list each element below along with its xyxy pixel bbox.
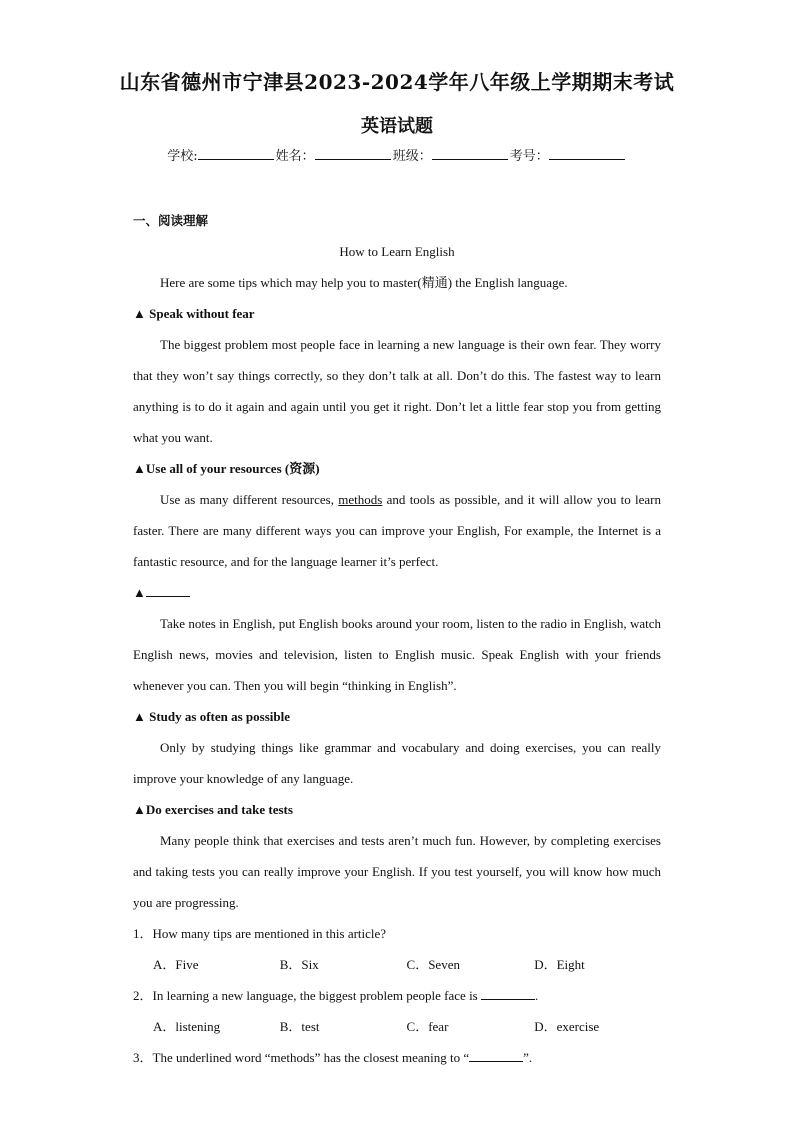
class-label: 班级： (392, 149, 432, 164)
question-3 (133, 1042, 661, 1073)
class-blank[interactable] (432, 147, 508, 160)
q2-stem: 2．In learning a new language, the biggest problem people face is (133, 988, 481, 1003)
tip-body-2-before: Use as many different resources, (160, 492, 339, 507)
triangle-marker: ▲ (133, 585, 146, 600)
exam-number-label: 考号： (509, 149, 549, 164)
q1-option-c[interactable]: C．Seven (406, 957, 460, 972)
exam-title: 山东省德州市宁津县2023-2024学年八年级上学期期末考试 (119, 70, 675, 94)
tip-body-1: The biggest problem most people face in learning a new language is their own fear. They worry that they won’t say things correctly, so they don’t talk at all. Don’t do this. The fastest way to learn anything is to do it again and again until you get it right. Don’t let a little fear stop you from getting what you want. (133, 337, 661, 445)
tip-body-4: Only by studying things like grammar and vocabulary and doing exercises, you can really improve your knowledge of any language. (133, 740, 661, 786)
q1-option-b[interactable]: B．Six (279, 957, 319, 972)
q2-option-b[interactable]: B．test (279, 1019, 320, 1034)
question-2 (133, 980, 661, 1011)
q3-stem-end: ”. (523, 1050, 533, 1065)
section-heading: 一、阅读理解 (133, 213, 209, 228)
tip-heading-1: ▲ Speak without fear (133, 306, 255, 321)
q3-stem: 3．The underlined word “methods” has the closest meaning to “ (133, 1050, 470, 1065)
passage-title: How to Learn English (339, 244, 455, 259)
question-2-options (133, 1011, 661, 1042)
school-blank[interactable] (198, 147, 274, 160)
heading-blank[interactable] (146, 586, 190, 597)
q3-blank[interactable] (469, 1051, 523, 1062)
q2-option-d[interactable]: D．exercise (534, 1019, 600, 1034)
tip-body-5: Many people think that exercises and tests aren’t much fun. However, by completing exercises and taking tests you can really improve your English. If you test yourself, you will know how much you are progressing. (133, 833, 661, 910)
tip-heading-2: ▲Use all of your resources (资源) (133, 461, 320, 476)
exam-number-blank[interactable] (549, 147, 625, 160)
exam-subtitle: 英语试题 (361, 116, 433, 137)
tip-heading-4: ▲ Study as often as possible (133, 709, 290, 724)
passage-intro: Here are some tips which may help you to master(精通) the English language. (160, 275, 568, 290)
question-1: 1．How many tips are mentioned in this article? (133, 926, 387, 941)
name-label: 姓名： (275, 149, 315, 164)
q2-option-a[interactable]: A．listening (153, 1019, 221, 1034)
q1-option-a[interactable]: A．Five (153, 957, 199, 972)
name-blank[interactable] (315, 147, 391, 160)
school-label: 学校: (167, 149, 198, 164)
question-1-options (133, 949, 661, 980)
tip-body-2 (133, 484, 661, 577)
main-content (133, 205, 661, 1073)
q1-option-d[interactable]: D．Eight (534, 957, 585, 972)
tip-heading-3 (133, 577, 661, 608)
q2-option-c[interactable]: C．fear (406, 1019, 449, 1034)
underlined-word: methods (338, 492, 383, 507)
q2-blank[interactable] (481, 989, 535, 1000)
q2-stem-end: . (535, 988, 539, 1003)
tip-body-2-after: and tools as possible, and it will allow you to learn faster. There are many different ways you can improve your English, For example, the Internet is a fantastic resource, and for the language learner it’s perfect. (133, 492, 662, 569)
tip-heading-5: ▲Do exercises and take tests (133, 802, 293, 817)
student-info-fields (0, 145, 794, 164)
tip-body-3: Take notes in English, put English books around your room, listen to the radio in English, watch English news, movies and television, listen to English music. Speak English with your friends whenever you can. Then you will begin “thinking in English”. (133, 616, 661, 693)
